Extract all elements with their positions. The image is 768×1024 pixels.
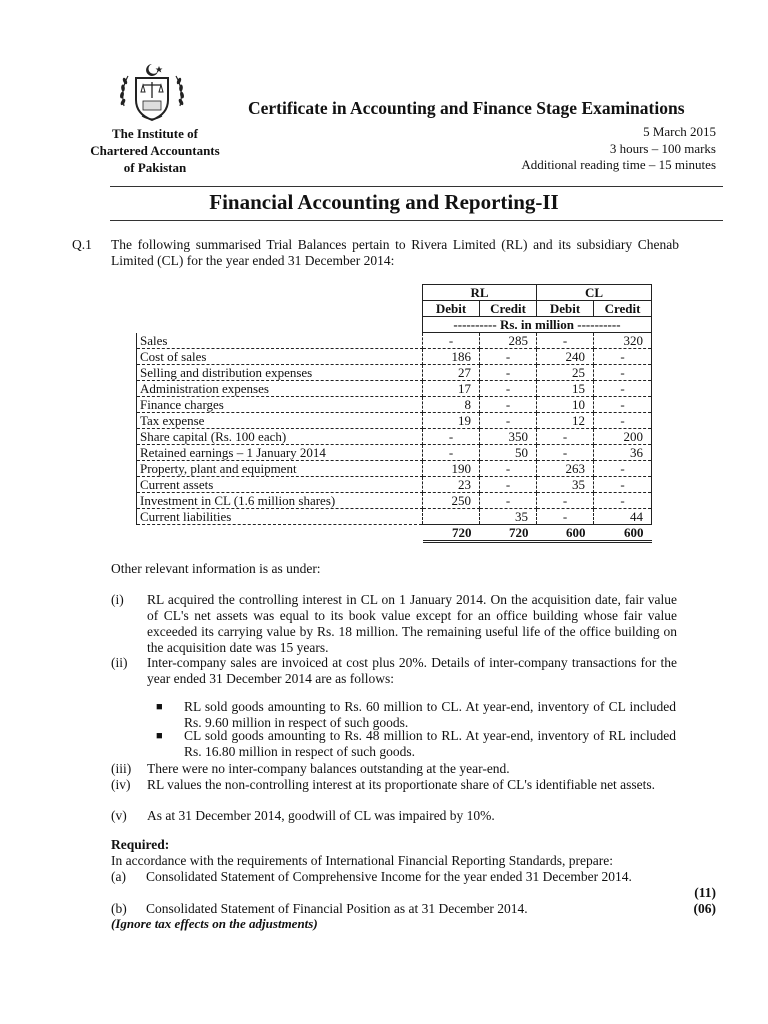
rl-credit-cell: - [480,413,537,429]
cl-credit-cell: - [594,493,652,509]
column-header: Credit [594,301,652,317]
row-label: Finance charges [137,397,423,413]
rl-credit-cell: 285 [480,333,537,349]
cl-debit-cell: 12 [537,413,594,429]
rl-credit-cell: - [480,365,537,381]
row-label: Current assets [137,477,423,493]
bullet-icon: ■ [156,730,163,742]
info-item-text: Inter-company sales are invoiced at cost plus 20%. Details of inter-company transactions for the year ended 31 December 2014 are as follows: [147,655,677,686]
row-label: Investment in CL (1.6 million shares) [137,493,423,509]
cl-credit-cell: - [594,365,652,381]
row-label: Tax expense [137,413,423,429]
table-row [137,445,652,461]
rl-debit-cell: 190 [423,461,480,477]
table-row [137,349,652,365]
column-header: Debit [537,301,594,317]
table-row [137,333,652,349]
marks-label: (11) [694,885,716,900]
rl-debit-cell: 19 [423,413,480,429]
institute-line: The Institute of [112,126,198,141]
question-number: Q.1 [72,237,92,252]
cl-debit-cell: - [537,509,594,525]
required-heading: Required: [111,837,170,852]
institute-line: of Pakistan [123,160,187,175]
bullet-text: RL sold goods amounting to Rs. 60 million to CL. At year-end, inventory of CL included Rs. 9.60 million in respect of such goods. [184,699,676,730]
table-row [137,397,652,413]
info-item-number: (ii) [111,655,128,670]
info-item-text: RL acquired the controlling interest in CL on 1 January 2014. On the acquisition date, fair value of CL's net assets was equal to its book value except for an office building whose fair value exceeded its carrying value by Rs. 18 million. The remaining useful life of the office building on the acquisition date was 15 years. [147,592,677,655]
rl-credit-cell: - [480,397,537,413]
rl-debit-cell: 27 [423,365,480,381]
table-body [137,333,652,525]
cl-credit-cell: - [594,381,652,397]
unit-label: ---------- Rs. in million ---------- [423,317,652,333]
table-row [137,413,652,429]
question-intro: The following summarised Trial Balances pertain to Rivera Limited (RL) and its subsidiary Chenab Limited (CL) for the year ended 31 December 2014: [111,237,679,268]
divider [110,220,723,221]
rl-debit-cell: 17 [423,381,480,397]
divider [110,186,723,187]
info-item-number: (v) [111,808,127,823]
table-row [137,429,652,445]
group-header-rl: RL [423,285,537,301]
info-item-text: As at 31 December 2014, goodwill of CL was impaired by 10%. [147,808,495,823]
required-item-number: (b) [111,901,127,916]
table-row [137,509,652,525]
rl-credit-cell: 50 [480,445,537,461]
cl-debit-cell: 263 [537,461,594,477]
row-label: Current liabilities [137,509,423,525]
total-cl-credit: 600 [594,525,652,542]
cl-credit-cell: 44 [594,509,652,525]
rl-debit-cell: - [423,429,480,445]
cl-debit-cell: 10 [537,397,594,413]
institute-name [70,125,240,176]
rl-credit-cell: 35 [480,509,537,525]
column-header: Debit [423,301,480,317]
cl-credit-cell: - [594,477,652,493]
column-header: Credit [480,301,537,317]
rl-credit-cell: - [480,493,537,509]
info-item-number: (iv) [111,777,131,792]
cl-credit-cell: - [594,461,652,477]
info-item-number: (iii) [111,761,132,776]
row-label: Share capital (Rs. 100 each) [137,429,423,445]
marks-label: (06) [693,901,716,916]
table-row [137,493,652,509]
rl-debit-cell: - [423,333,480,349]
info-item-text: There were no inter-company balances outstanding at the year-end. [147,761,510,776]
rl-credit-cell: 350 [480,429,537,445]
row-label: Selling and distribution expenses [137,365,423,381]
required-item-text: Consolidated Statement of Comprehensive Income for the year ended 31 December 2014. [146,869,632,884]
exam-duration: 3 hours – 100 marks [609,140,716,156]
cl-debit-cell: 25 [537,365,594,381]
required-intro: In accordance with the requirements of International Financial Reporting Standards, prepare: [111,853,613,868]
note: (Ignore tax effects on the adjustments) [111,916,318,931]
table-column-header-row [137,301,652,317]
cl-debit-cell: 15 [537,381,594,397]
row-label: Cost of sales [137,349,423,365]
total-rl-credit: 720 [480,525,537,542]
exam-meta [521,124,716,174]
table-unit-row [137,317,652,333]
table-row [137,381,652,397]
table-row [137,365,652,381]
total-rl-debit: 720 [423,525,480,542]
reading-time: Additional reading time – 15 minutes [521,157,716,172]
cl-credit-cell: 320 [594,333,652,349]
cl-debit-cell: - [537,333,594,349]
table-group-header-row [137,285,652,301]
table-row [137,477,652,493]
rl-credit-cell: - [480,477,537,493]
row-label: Sales [137,333,423,349]
rl-credit-cell: - [480,381,537,397]
paper-title: Financial Accounting and Reporting-II [209,190,559,214]
rl-credit-cell: - [480,461,537,477]
exam-date: 5 March 2015 [643,124,716,139]
bullet-text: CL sold goods amounting to Rs. 48 million to RL. At year-end, inventory of RL included Rs. 16.80 million in respect of such goods. [184,728,676,759]
cl-credit-cell: - [594,397,652,413]
required-item-text: Consolidated Statement of Financial Position as at 31 December 2014. [146,901,528,916]
rl-debit-cell [423,509,480,525]
required-item-number: (a) [111,869,126,884]
rl-debit-cell: 23 [423,477,480,493]
cl-debit-cell: 35 [537,477,594,493]
cl-credit-cell: - [594,413,652,429]
trial-balance-table [136,284,652,543]
rl-debit-cell: - [423,445,480,461]
cl-credit-cell: - [594,349,652,365]
table-row [137,461,652,477]
row-label: Retained earnings – 1 January 2014 [137,445,423,461]
cl-credit-cell: 200 [594,429,652,445]
cl-debit-cell: - [537,445,594,461]
cl-debit-cell: - [537,493,594,509]
institute-crest-logo [114,62,190,128]
institute-line: Chartered Accountants [90,143,220,158]
group-header-cl: CL [537,285,652,301]
other-info-heading: Other relevant information is as under: [111,561,321,576]
rl-debit-cell: 186 [423,349,480,365]
info-item-number: (i) [111,592,124,607]
rl-debit-cell: 8 [423,397,480,413]
exam-title: Certificate in Accounting and Finance Stage Examinations [248,98,685,118]
rl-debit-cell: 250 [423,493,480,509]
info-item-text: RL values the non-controlling interest at its proportionate share of CL's identifiable net assets. [147,777,656,792]
row-label: Administration expenses [137,381,423,397]
cl-debit-cell: - [537,429,594,445]
row-label: Property, plant and equipment [137,461,423,477]
rl-credit-cell: - [480,349,537,365]
table-total-row [137,525,652,542]
bullet-icon: ■ [156,701,163,713]
cl-credit-cell: 36 [594,445,652,461]
cl-debit-cell: 240 [537,349,594,365]
total-cl-debit: 600 [537,525,594,542]
